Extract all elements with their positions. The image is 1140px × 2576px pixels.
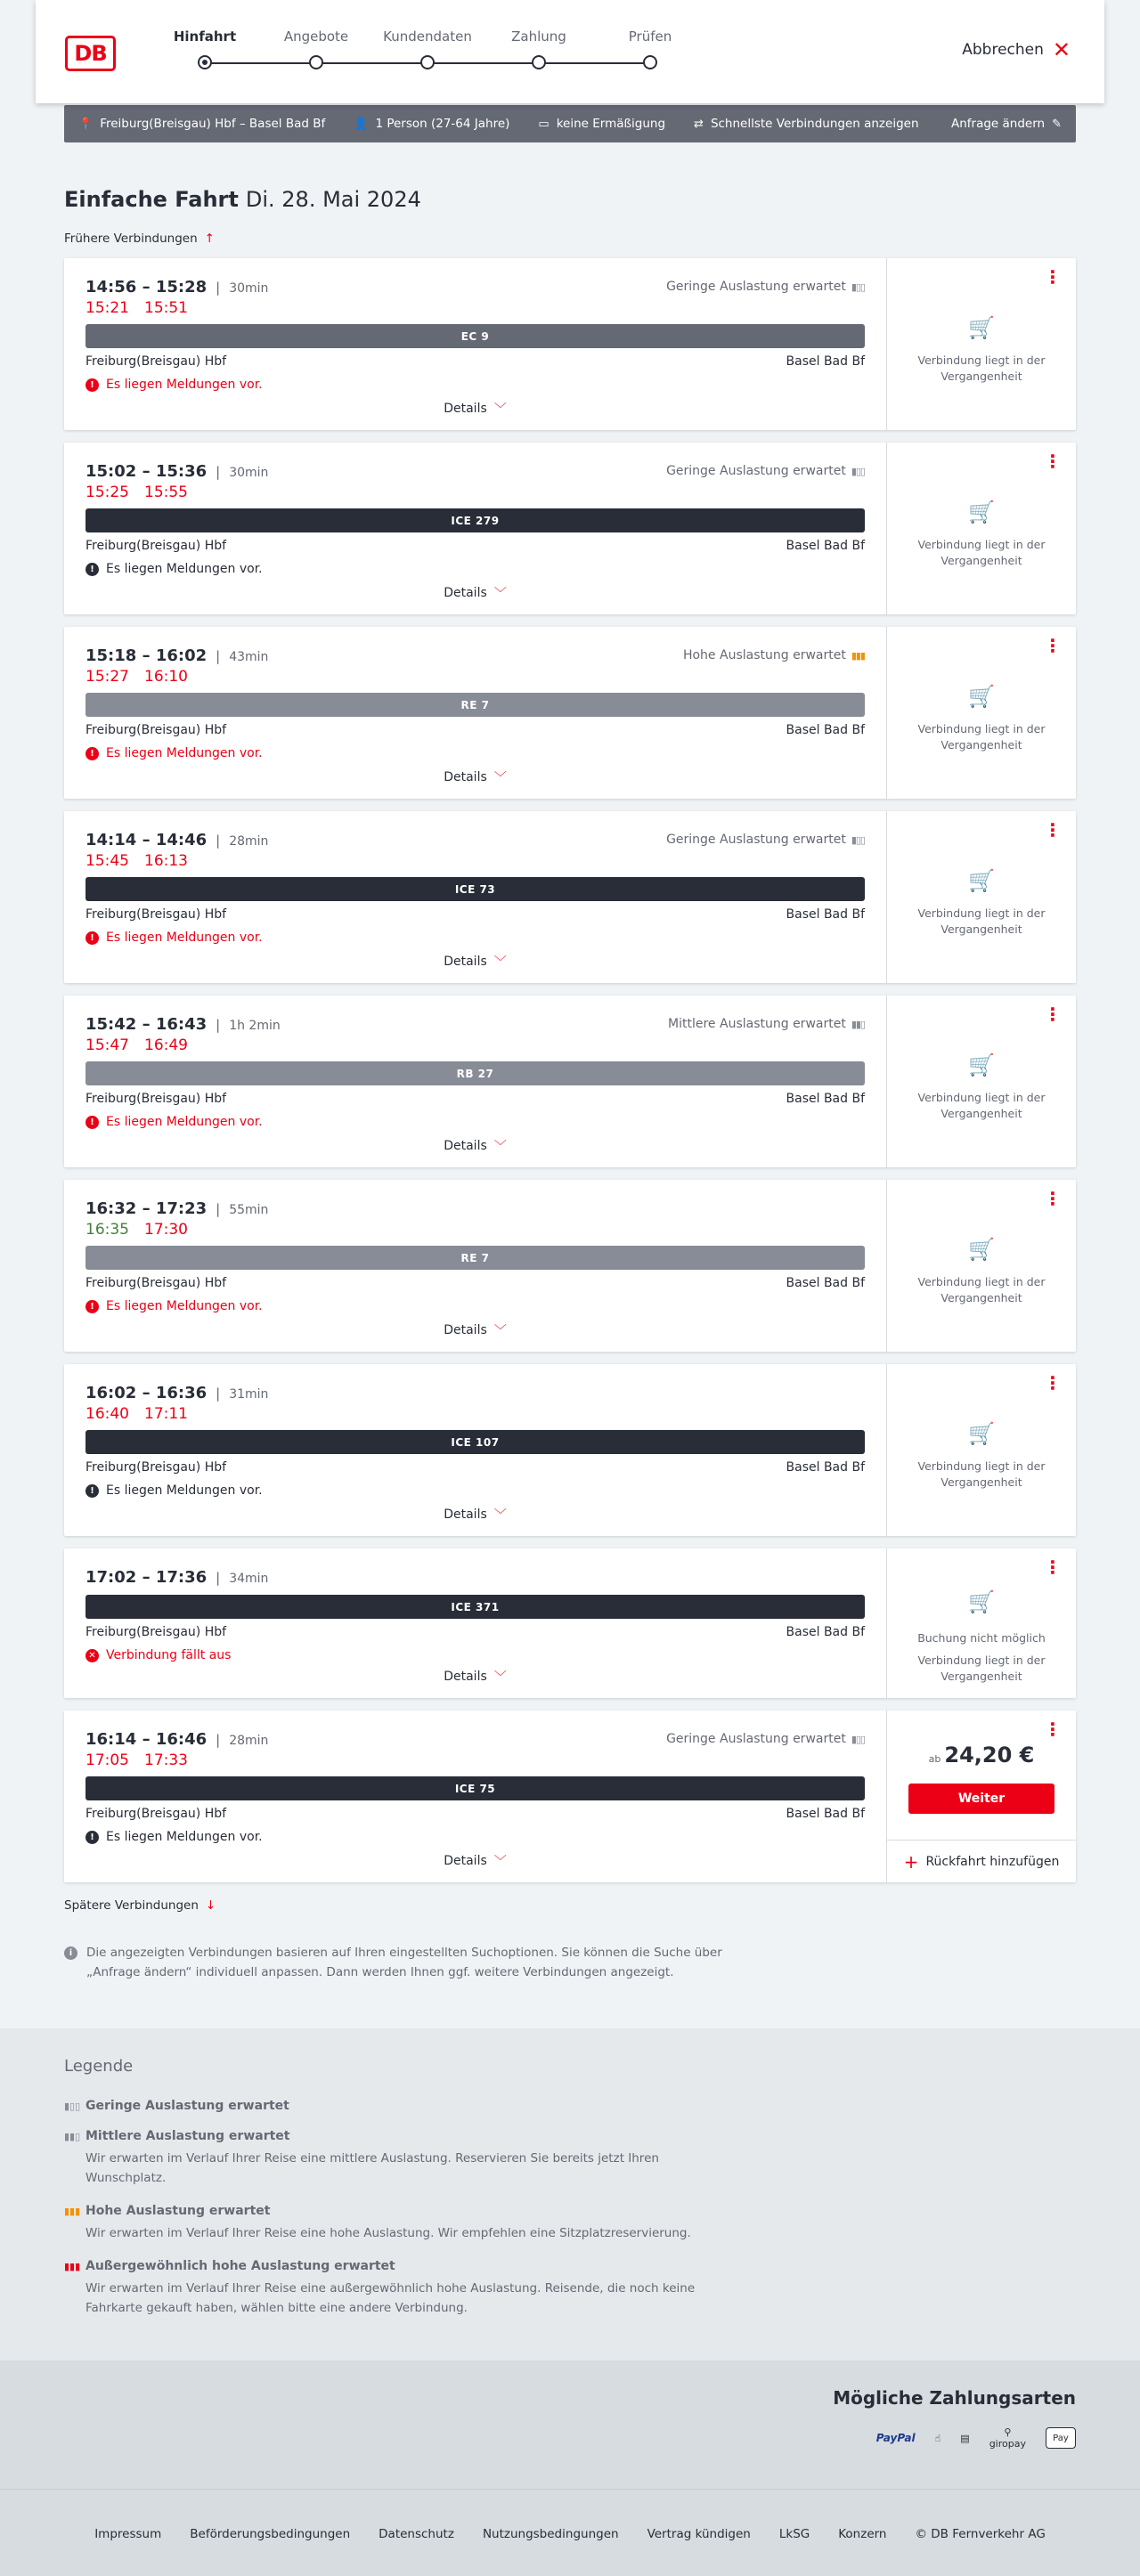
stations: Freiburg(Breisgau) Hbf Basel Bad Bf (86, 907, 865, 922)
occupancy-low-icon: ▮▯▯ (851, 280, 865, 293)
more-options-icon[interactable]: ⋮ (1044, 635, 1062, 656)
persons-summary: 👤 1 Person (27-64 Jahre) (354, 117, 510, 131)
notice-message: ! Es liegen Meldungen vor. (86, 1481, 865, 1500)
occupancy-very-high-icon: ▮▮▮ (64, 2261, 81, 2272)
close-icon: ✕ (1052, 37, 1071, 62)
db-logo[interactable]: DB (65, 36, 116, 71)
more-options-icon[interactable]: ⋮ (1044, 1556, 1062, 1578)
connection-times: 15:42 – 16:43 | 1h 2min (86, 1015, 281, 1034)
payment-title: Mögliche Zahlungsarten (833, 2387, 1076, 2409)
change-request-button[interactable]: Anfrage ändern ✎ (950, 117, 1062, 131)
past-connection-note: Verbindung liegt in der Vergangenheit (917, 1459, 1046, 1489)
alert-icon: ! (86, 1484, 99, 1498)
past-connection-note: Verbindung liegt in der Vergangenheit (917, 353, 1046, 383)
more-options-icon[interactable]: ⋮ (1044, 1719, 1062, 1740)
footer (0, 2489, 1140, 2576)
more-options-icon[interactable]: ⋮ (1044, 1372, 1062, 1394)
more-options-icon[interactable]: ⋮ (1044, 1004, 1062, 1025)
connection-list (64, 258, 1076, 1536)
chevron-down-icon: ﹀ (493, 1855, 507, 1869)
booking-panel (887, 1364, 1076, 1536)
alert-icon: ! (86, 1116, 99, 1129)
connection-times: 15:02 – 15:36 | 30min (86, 462, 269, 481)
occupancy-high-icon: ▮▮▮ (64, 2206, 81, 2217)
invoice-icon: ▤ (960, 2432, 970, 2444)
train-bar[interactable]: ICE 371 (86, 1595, 865, 1619)
cart-icon: 🛒 (968, 1237, 995, 1262)
connection-info (64, 1180, 887, 1352)
footer-links (0, 2490, 1140, 2541)
load-indicator: Geringe Auslastung erwartet ▮▯▯ (666, 833, 865, 847)
cart-icon: 🛒 (968, 1589, 995, 1614)
occupancy-medium-icon: ▮▮▯ (64, 2131, 81, 2142)
details-toggle[interactable]: Details ﹀ (444, 955, 507, 970)
train-bar[interactable]: RE 7 (86, 1246, 865, 1270)
notice-message: ! Es liegen Meldungen vor. (86, 375, 865, 394)
connection-card-bookable (64, 1711, 1076, 1882)
step-kundendaten: Kundendaten (379, 28, 476, 50)
train-bar[interactable]: ICE 75 (86, 1776, 865, 1800)
search-info-note: i Die angezeigten Verbindungen basieren auf Ihren eingestellten Suchoptionen. Sie können die Suche über „Anfrage ändern“ individuell anpassen. Dann werden Ihnen ggf. weitere Verbindungen angezeigt. (64, 1943, 741, 1982)
footer-link-impressum[interactable]: Impressum (94, 2527, 162, 2541)
page-title: Einfache Fahrt Di. 28. Mai 2024 (64, 187, 421, 212)
alert-icon: ! (86, 747, 99, 760)
cart-icon: 🛒 (968, 315, 995, 340)
arrow-down-icon: ↓ (205, 1898, 216, 1913)
connection-info (64, 258, 887, 430)
past-connection-note: Verbindung liegt in der Vergangenheit (917, 906, 1046, 936)
past-connection-note: Verbindung liegt in der Vergangenheit (917, 1654, 1046, 1683)
train-bar[interactable]: ICE 107 (86, 1430, 865, 1454)
connection-card (64, 443, 1076, 614)
chevron-down-icon: ﹀ (493, 1140, 507, 1154)
alert-icon: ! (86, 1831, 99, 1844)
apple-pay-icon: Pay (1046, 2427, 1076, 2449)
legend-item-high: ▮▮▮ Hohe Auslastung erwartet Wir erwarten im Verlauf Ihrer Reise eine hohe Auslastung. Wir empfehlen eine Sitzplatzreservierung. (64, 2204, 741, 2243)
connection-card (64, 1180, 1076, 1352)
connection-times: 16:02 – 16:36 | 31min (86, 1384, 269, 1402)
legend-item-medium: ▮▮▯ Mittlere Auslastung erwartet Wir erwarten im Verlauf Ihrer Reise eine mittlere Auslastung. Reservieren Sie bereits jetzt Ihren Wunschplatz. (64, 2129, 741, 2188)
pencil-icon: ✎ (1052, 117, 1062, 131)
realtime-times: 15:25 15:55 (86, 484, 188, 501)
legend-section (0, 2028, 1140, 2361)
cancel-circle-icon: ✕ (86, 1649, 99, 1662)
past-connection-note: Verbindung liegt in der Vergangenheit (917, 538, 1046, 567)
booking-panel (887, 1548, 1076, 1698)
booking-panel (887, 1180, 1076, 1352)
card-icon: ▭ (538, 117, 550, 131)
step-hinfahrt: Hinfahrt (156, 28, 254, 50)
route-summary: 📍 Freiburg(Breisgau) Hbf – Basel Bad Bf (78, 117, 326, 131)
realtime-times: 15:27 16:10 (86, 668, 188, 686)
footer-link-datenschutz[interactable]: Datenschutz (379, 2527, 454, 2541)
legend-item-very-high: ▮▮▮ Außergewöhnlich hohe Auslastung erwartet Wir erwarten im Verlauf Ihrer Reise eine außergewöhnlich hohe Auslastung. Reisende, die noch keine Fahrkarte gekauft haben, wählen bitte eine andere Verbindung. (64, 2259, 741, 2318)
connection-card (64, 258, 1076, 430)
train-bar[interactable]: RB 27 (86, 1061, 865, 1085)
occupancy-low-icon: ▮▯▯ (64, 2101, 81, 2112)
booking-panel (887, 443, 1076, 614)
connection-times: 14:14 – 14:46 | 28min (86, 831, 269, 849)
connection-card (64, 1364, 1076, 1536)
footer-link-konzern[interactable]: Konzern (838, 2527, 887, 2541)
connection-info (64, 1711, 887, 1882)
booking-panel (887, 1711, 1076, 1882)
later-connections-link[interactable]: Spätere Verbindungen ↓ (64, 1898, 216, 1913)
notice-message: ! Es liegen Meldungen vor. (86, 928, 865, 947)
notice-message: ! Es liegen Meldungen vor. (86, 1827, 865, 1847)
paypal-icon: PayPal (875, 2432, 916, 2444)
cart-icon: 🛒 (968, 500, 995, 524)
cancellation-message: ✕ Verbindung fällt aus (86, 1646, 865, 1665)
connection-info (64, 627, 887, 799)
step-angebote: Angebote (267, 28, 365, 50)
footer-link-lksg[interactable]: LkSG (778, 2527, 810, 2541)
notice-message: ! Es liegen Meldungen vor. (86, 1296, 865, 1316)
stations: Freiburg(Breisgau) Hbf Basel Bad Bf (86, 723, 865, 737)
legend-item-low: ▮▯▯ Geringe Auslastung erwartet (64, 2099, 289, 2113)
fastest-summary: ⇄ Schnellste Verbindungen anzeigen (694, 117, 919, 131)
footer-link-kuendigen[interactable]: Vertrag kündigen (647, 2527, 751, 2541)
alert-icon: ! (86, 1300, 99, 1313)
train-bar[interactable]: ICE 279 (86, 508, 865, 532)
stations: Freiburg(Breisgau) Hbf Basel Bad Bf (86, 1807, 865, 1821)
payment-section (0, 2361, 1140, 2489)
booking-panel (887, 258, 1076, 430)
connection-card (64, 627, 1076, 799)
connection-times: 15:18 – 16:02 | 43min (86, 646, 269, 665)
chevron-down-icon: ﹀ (493, 1324, 507, 1338)
contactless-icon: ☝ (934, 2432, 941, 2444)
stations: Freiburg(Breisgau) Hbf Basel Bad Bf (86, 539, 865, 553)
cart-icon: 🛒 (968, 684, 995, 709)
details-toggle[interactable]: Details ﹀ (444, 402, 507, 417)
swap-icon: ⇄ (694, 117, 704, 131)
stations: Freiburg(Breisgau) Hbf Basel Bad Bf (86, 1092, 865, 1106)
connection-info (64, 995, 887, 1167)
add-return-trip-button[interactable]: + Rückfahrt hinzufügen (887, 1840, 1076, 1882)
load-indicator: Geringe Auslastung erwartet ▮▯▯ (666, 464, 865, 478)
step-pruefen: Prüfen (601, 28, 699, 50)
step-zahlung: Zahlung (490, 28, 588, 50)
main-content (64, 187, 1076, 1982)
alert-icon: ! (86, 931, 99, 945)
footer-link-nutzung[interactable]: Nutzungsbedingungen (482, 2527, 619, 2541)
more-options-icon[interactable]: ⋮ (1044, 1188, 1062, 1209)
chevron-down-icon: ﹀ (493, 771, 507, 785)
cart-icon: 🛒 (968, 1421, 995, 1446)
connection-card (64, 995, 1076, 1167)
booking-not-possible: Buchung nicht möglich (917, 1631, 1046, 1645)
chevron-down-icon: ﹀ (493, 955, 507, 970)
details-toggle[interactable]: Details ﹀ (444, 1507, 507, 1523)
details-toggle[interactable]: Details ﹀ (444, 1323, 507, 1338)
details-toggle[interactable]: Details ﹀ (444, 770, 507, 785)
realtime-times: 15:47 16:49 (86, 1036, 188, 1054)
info-icon: i (64, 1946, 77, 1960)
chevron-down-icon: ﹀ (493, 1508, 507, 1523)
payment-icons (876, 2426, 1076, 2450)
progress-steps (173, 28, 672, 73)
giropay-icon: ⚲ giropay (989, 2426, 1026, 2450)
location-pin-icon: 📍 (78, 117, 94, 131)
past-connection-note: Verbindung liegt in der Vergangenheit (917, 722, 1046, 752)
notice-message: ! Es liegen Meldungen vor. (86, 744, 865, 763)
past-connection-note: Verbindung liegt in der Vergangenheit (917, 1091, 1046, 1120)
connection-info (64, 811, 887, 983)
footer-copyright: © DB Fernverkehr AG (915, 2527, 1046, 2541)
train-bar[interactable]: EC 9 (86, 324, 865, 348)
footer-link-befoerderung[interactable]: Beförderungsbedingungen (190, 2527, 351, 2541)
details-toggle[interactable]: Details ﹀ (444, 1139, 507, 1154)
alert-icon: ! (86, 563, 99, 576)
top-header (36, 0, 1104, 103)
booking-panel (887, 811, 1076, 983)
chevron-down-icon: ﹀ (493, 587, 507, 601)
more-options-icon[interactable]: ⋮ (1044, 266, 1062, 288)
legend-title: Legende (64, 2057, 134, 2076)
arrow-up-icon: ↑ (204, 232, 215, 246)
occupancy-medium-icon: ▮▮▯ (851, 1018, 865, 1030)
past-connection-note: Verbindung liegt in der Vergangenheit (917, 1275, 1046, 1304)
details-toggle[interactable]: Details ﹀ (444, 1854, 507, 1869)
connection-times: 17:02 – 17:36 | 34min (86, 1568, 269, 1587)
realtime-times: 16:40 17:11 (86, 1405, 188, 1423)
connection-times: 16:32 – 17:23 | 55min (86, 1199, 269, 1218)
search-summary-bar (64, 105, 1076, 142)
person-icon: 👤 (354, 117, 369, 131)
cancel-button[interactable]: Abbrechen ✕ (962, 37, 1071, 62)
realtime-times: 15:45 16:13 (86, 852, 188, 870)
occupancy-low-icon: ▮▯▯ (851, 1733, 865, 1745)
chevron-down-icon: ﹀ (493, 402, 507, 417)
alert-icon: ! (86, 378, 99, 392)
stations: Freiburg(Breisgau) Hbf Basel Bad Bf (86, 1276, 865, 1290)
stations: Freiburg(Breisgau) Hbf Basel Bad Bf (86, 1460, 865, 1475)
discount-summary: ▭ keine Ermäßigung (538, 117, 666, 131)
connection-info (64, 443, 887, 614)
connection-card (64, 811, 1076, 983)
notice-message: ! Es liegen Meldungen vor. (86, 1112, 865, 1132)
price: ab 24,20 € (928, 1743, 1035, 1767)
notice-message: ! Es liegen Meldungen vor. (86, 559, 865, 579)
occupancy-high-icon: ▮▮▮ (851, 649, 865, 662)
cart-icon: 🛒 (968, 1052, 995, 1077)
booking-panel (887, 627, 1076, 799)
plus-icon: + (903, 1850, 919, 1873)
booking-panel (887, 995, 1076, 1167)
continue-button[interactable]: Weiter (908, 1784, 1054, 1814)
realtime-times: 17:05 17:33 (86, 1751, 188, 1769)
details-toggle[interactable]: Details ﹀ (444, 586, 507, 601)
earlier-connections-link[interactable]: Frühere Verbindungen ↑ (64, 232, 215, 246)
connection-info (64, 1364, 887, 1536)
realtime-times: 16:35 17:30 (86, 1221, 188, 1239)
more-options-icon[interactable]: ⋮ (1044, 819, 1062, 841)
train-bar[interactable]: RE 7 (86, 693, 865, 717)
cart-icon: 🛒 (968, 868, 995, 893)
details-toggle[interactable]: Details ﹀ (444, 1670, 507, 1685)
stations: Freiburg(Breisgau) Hbf Basel Bad Bf (86, 354, 865, 369)
chevron-down-icon: ﹀ (493, 1670, 507, 1685)
occupancy-low-icon: ▮▯▯ (851, 465, 865, 477)
occupancy-low-icon: ▮▯▯ (851, 833, 865, 846)
load-indicator: Hohe Auslastung erwartet ▮▮▮ (682, 648, 865, 662)
connection-times: 14:56 – 15:28 | 30min (86, 278, 269, 297)
stations: Freiburg(Breisgau) Hbf Basel Bad Bf (86, 1625, 865, 1639)
load-indicator: Geringe Auslastung erwartet ▮▯▯ (666, 1732, 865, 1746)
more-options-icon[interactable]: ⋮ (1044, 451, 1062, 472)
realtime-times: 15:21 15:51 (86, 299, 188, 317)
connection-card-cancelled (64, 1548, 1076, 1698)
load-indicator: Mittlere Auslastung erwartet ▮▮▯ (668, 1017, 865, 1031)
connection-info (64, 1548, 887, 1698)
load-indicator: Geringe Auslastung erwartet ▮▯▯ (666, 280, 865, 294)
connection-times: 16:14 – 16:46 | 28min (86, 1730, 269, 1749)
train-bar[interactable]: ICE 73 (86, 877, 865, 901)
